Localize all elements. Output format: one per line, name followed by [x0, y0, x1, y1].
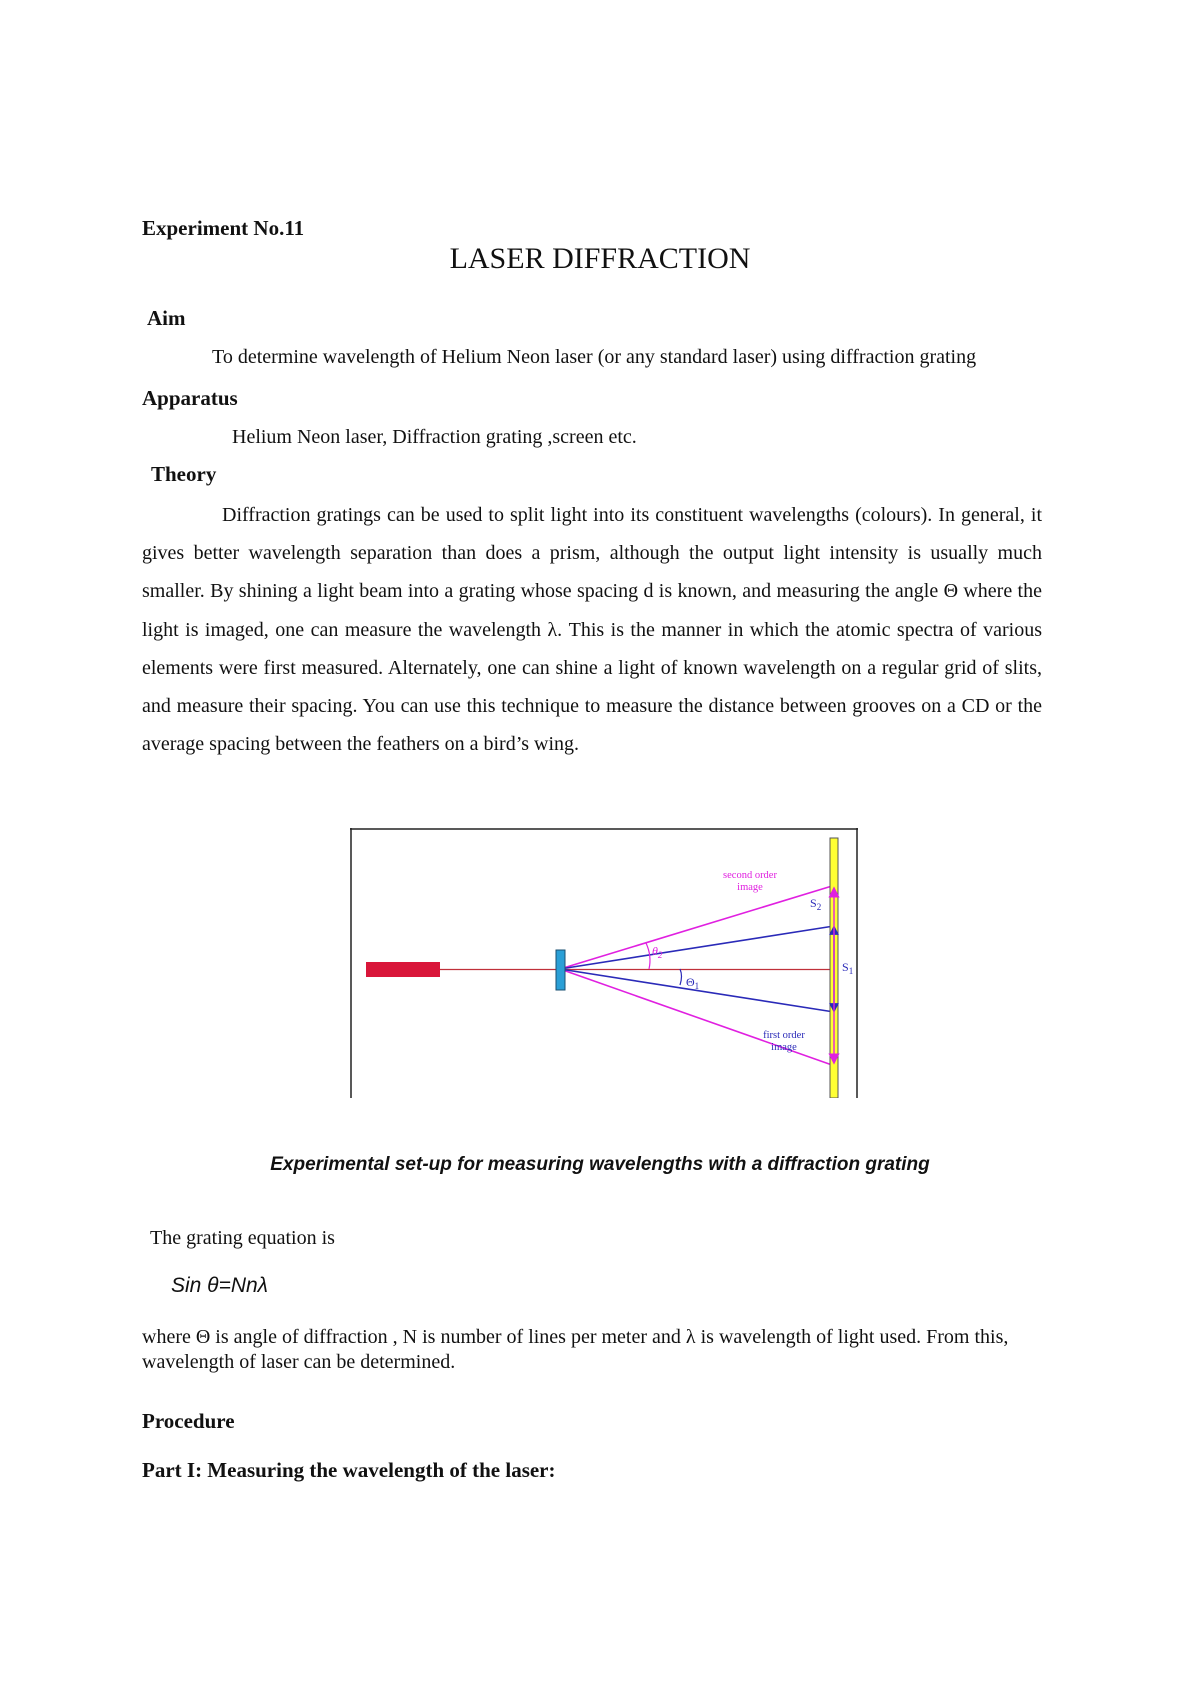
- first-order-label-line1: first order: [763, 1030, 805, 1041]
- theta1-angle-arc: [680, 969, 682, 985]
- theta1-label: $\Theta_1$: [686, 975, 700, 991]
- part1-heading: Part I: Measuring the wavelength of the laser:: [142, 1458, 556, 1482]
- laser-source: [366, 962, 440, 977]
- figure-caption: Experimental set-up for measuring wavelengths with a diffraction grating: [270, 1154, 930, 1175]
- aim-text: To determine wavelength of Helium Neon laser (or any standard laser) using diffraction grating: [212, 346, 977, 368]
- apparatus-heading: Apparatus: [142, 386, 238, 410]
- theta2-label: $\theta_2$: [652, 944, 663, 960]
- grating-equation-intro: The grating equation is: [150, 1227, 335, 1249]
- second-order-label-line1: second order: [723, 870, 777, 881]
- second-order-label-line2: image: [737, 882, 763, 893]
- aim-heading: Aim: [147, 306, 186, 330]
- second-order-ray-upper: [560, 886, 832, 969]
- equation-explanation: where Θ is angle of diffraction , N is number of lines per meter and λ is wavelength of light used. From this, wavelength of laser can be determined.: [142, 1326, 1009, 1373]
- procedure-heading: Procedure: [142, 1409, 235, 1433]
- theory-heading: Theory: [151, 462, 217, 486]
- diffraction-grating: [556, 950, 565, 990]
- first-order-label-line2: image: [771, 1042, 797, 1053]
- diffraction-setup-figure: [350, 828, 858, 1098]
- s1-label: $S_1$: [842, 960, 854, 976]
- first-order-ray-upper: [560, 926, 834, 969]
- s2-label: $S_2$: [810, 896, 822, 912]
- grating-equation: Sin θ=Nnλ: [171, 1274, 269, 1297]
- experiment-number: Experiment No.11: [142, 216, 305, 240]
- apparatus-text: Helium Neon laser, Diffraction grating ,screen etc.: [232, 426, 637, 448]
- theory-paragraph: Diffraction gratings can be used to split light into its constituent wavelengths (colours). In general, it gives better wavelength separation than does a prism, although the output light intensity is usually much smaller. By shining a light beam into a grating whose spacing d is known, and measuring the angle Θ where the light is imaged, one can measure the wavelength λ. This is the manner in which the atomic spectra of various elements were first measured. Alternately, one can shine a light of known wavelength on a regular grid of slits, and measure their spacing. You can use this technique to measure the distance between grooves on a CD or the average spacing between the feathers on a bird’s wing.: [142, 504, 1042, 756]
- page-title: LASER DIFFRACTION: [449, 242, 751, 275]
